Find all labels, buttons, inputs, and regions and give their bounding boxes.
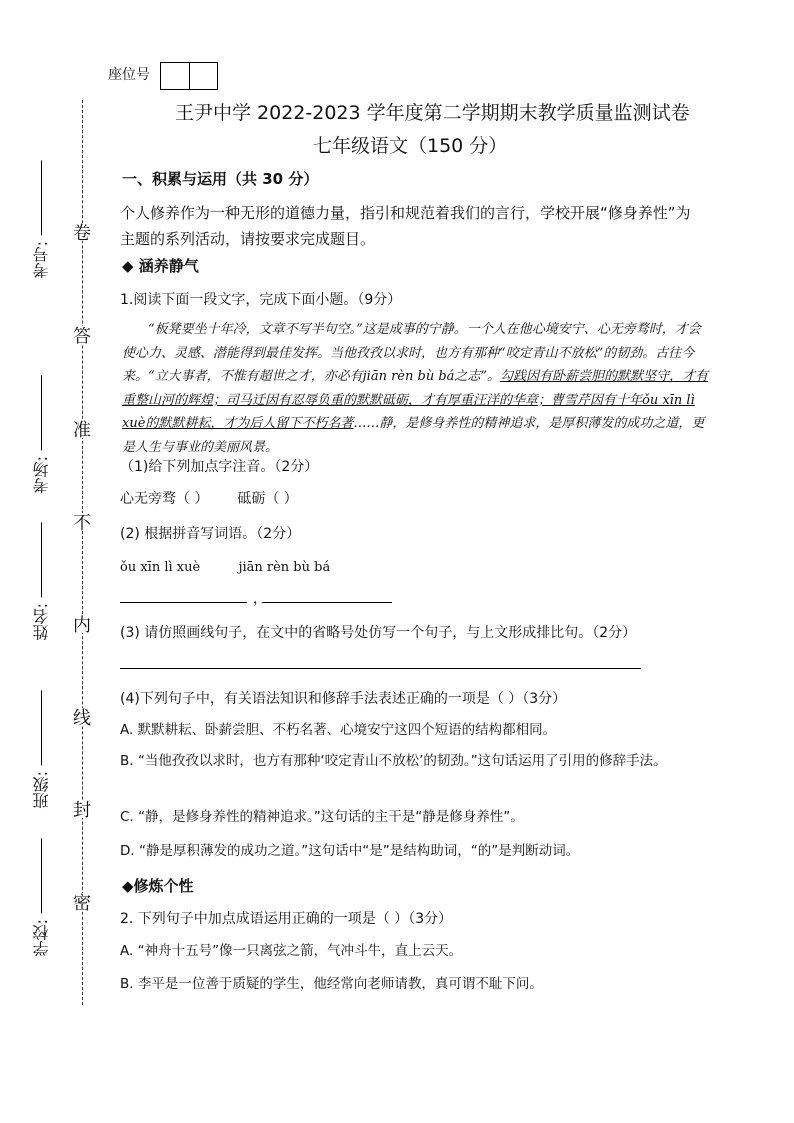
- seat-number-boxes[interactable]: [160, 62, 218, 90]
- side-field-exam-number[interactable]: 考号:: [30, 160, 66, 278]
- side-field-exam-room[interactable]: 考场:: [30, 375, 66, 493]
- seal-char: 不: [70, 513, 91, 531]
- question-1: 1.阅读下面一段文字，完成下面小题。（9分）: [120, 292, 402, 308]
- side-field-class[interactable]: 班级:: [30, 690, 66, 808]
- seal-char: 封: [70, 800, 91, 818]
- comma: ，: [253, 591, 267, 607]
- seat-label: 座位号: [108, 67, 150, 83]
- seal-char: 内: [70, 615, 91, 633]
- phonetic-item[interactable]: 砥砺（ ）: [237, 491, 298, 507]
- option-c[interactable]: C. “静，是修身养性的精神追求。”这句话的主干是“静是修身养性”。: [120, 809, 524, 825]
- seal-char: 答: [70, 326, 91, 344]
- question-1-3: (3) 请仿照画线句子，在文中的省略号处仿写一个句子，与上文形成排比句。（2分）: [120, 625, 637, 641]
- intro-paragraph: 个人修养作为一种无形的道德力量，指引和规范着我们的言行，学校开展“修身养性”为主题的系列活动，请按要求完成题目。: [120, 204, 691, 248]
- seal-char: 卷: [70, 223, 91, 241]
- option-a[interactable]: A. 默默耕耘、卧薪尝胆、不朽名著、心境安宁这四个短语的结构都相同。: [120, 722, 557, 738]
- question-1-1-items: [120, 486, 702, 512]
- phonetic-item[interactable]: 心无旁骛（ ）: [120, 491, 209, 507]
- question-1-4: (4)下列句子中，有关语法知识和修辞手法表述正确的一项是（ ）（3分）: [120, 691, 567, 707]
- part-heading: ◆修炼个性: [122, 877, 194, 895]
- exam-subtitle: 七年级语文（150 分）: [313, 135, 508, 157]
- underlined-sentence: 勾践因有卧薪尝胆的默默坚守，才有重整山河的辉煌；司马迁因有忍辱负重的默默砥砺，才有厚重汪洋的华章；曹雪芹因有十年ǒu xīn lì xuè的默默耕耘，才为后人留下不朽名著: [122, 369, 709, 431]
- option-a[interactable]: A. “神舟十五号”像一只离弦之箭，气冲斗牛，直上云天。: [120, 943, 463, 959]
- option-b[interactable]: B. “当他孜孜以求时，也方有那种‘咬定青山不放松’的韧劲。”这句话运用了引用的修辞手法。: [120, 753, 667, 769]
- reading-passage: “板凳要坐十年冷，文章不写半句空。”这是成事的宁静。一个人在他心境安宁、心无旁骛时，才会使心力、灵感、潜能得到最佳发挥。当他孜孜以求时，也方有那种“咬定青山不放松”的韧劲。古往今来。“立大事者，不惟有超世之才，亦必有jiān rèn bù bá之志”。勾践因有卧薪尝胆的默默坚守，才有重整山河的辉煌；司马迁因有忍辱负重的默默砥砺，才有厚重汪洋的华章；曹雪芹因有十年ǒu xīn lì xuè的默默耕耘，才为后人留下不朽名著……静，是修身养性的精神追求，是厚积薄发的成功之道，更是人生与事业的美丽风景。: [122, 322, 709, 455]
- option-b[interactable]: B. 李平是一位善于质疑的学生，他经常向老师请教，真可谓不耻下问。: [120, 976, 543, 992]
- side-field-name[interactable]: 姓名:: [30, 522, 66, 640]
- answer-line[interactable]: [120, 602, 247, 603]
- question-1-1: （1)给下列加点字注音。（2分）: [120, 459, 319, 475]
- option-d[interactable]: D. “静是厚积薄发的成功之道。”这句话中“是”是结构助词，“的”是判断动词。: [120, 843, 580, 859]
- side-field-school[interactable]: 学校:: [30, 838, 66, 956]
- answer-line[interactable]: [262, 602, 392, 603]
- answer-line[interactable]: [120, 668, 641, 669]
- seal-char: 密: [70, 893, 91, 911]
- question-1-2: (2) 根据拼音写词语。（2分）: [120, 526, 301, 542]
- exam-title: 王尹中学 2022-2023 学年度第二学期期末教学质量监测试卷: [175, 102, 690, 124]
- seal-char: 准: [70, 420, 91, 438]
- section-heading: 一、积累与运用（共 30 分）: [122, 170, 319, 188]
- part-heading: ◆ 涵养静气: [122, 257, 199, 275]
- pinyin-row: [120, 555, 702, 581]
- seal-char: 线: [70, 708, 91, 726]
- question-2: 2. 下列句子中加点成语运用正确的一项是（ ）（3分）: [120, 911, 453, 927]
- pinyin: jiān rèn bù bá: [238, 560, 331, 575]
- pinyin: ǒu xīn lì xuè: [120, 560, 201, 575]
